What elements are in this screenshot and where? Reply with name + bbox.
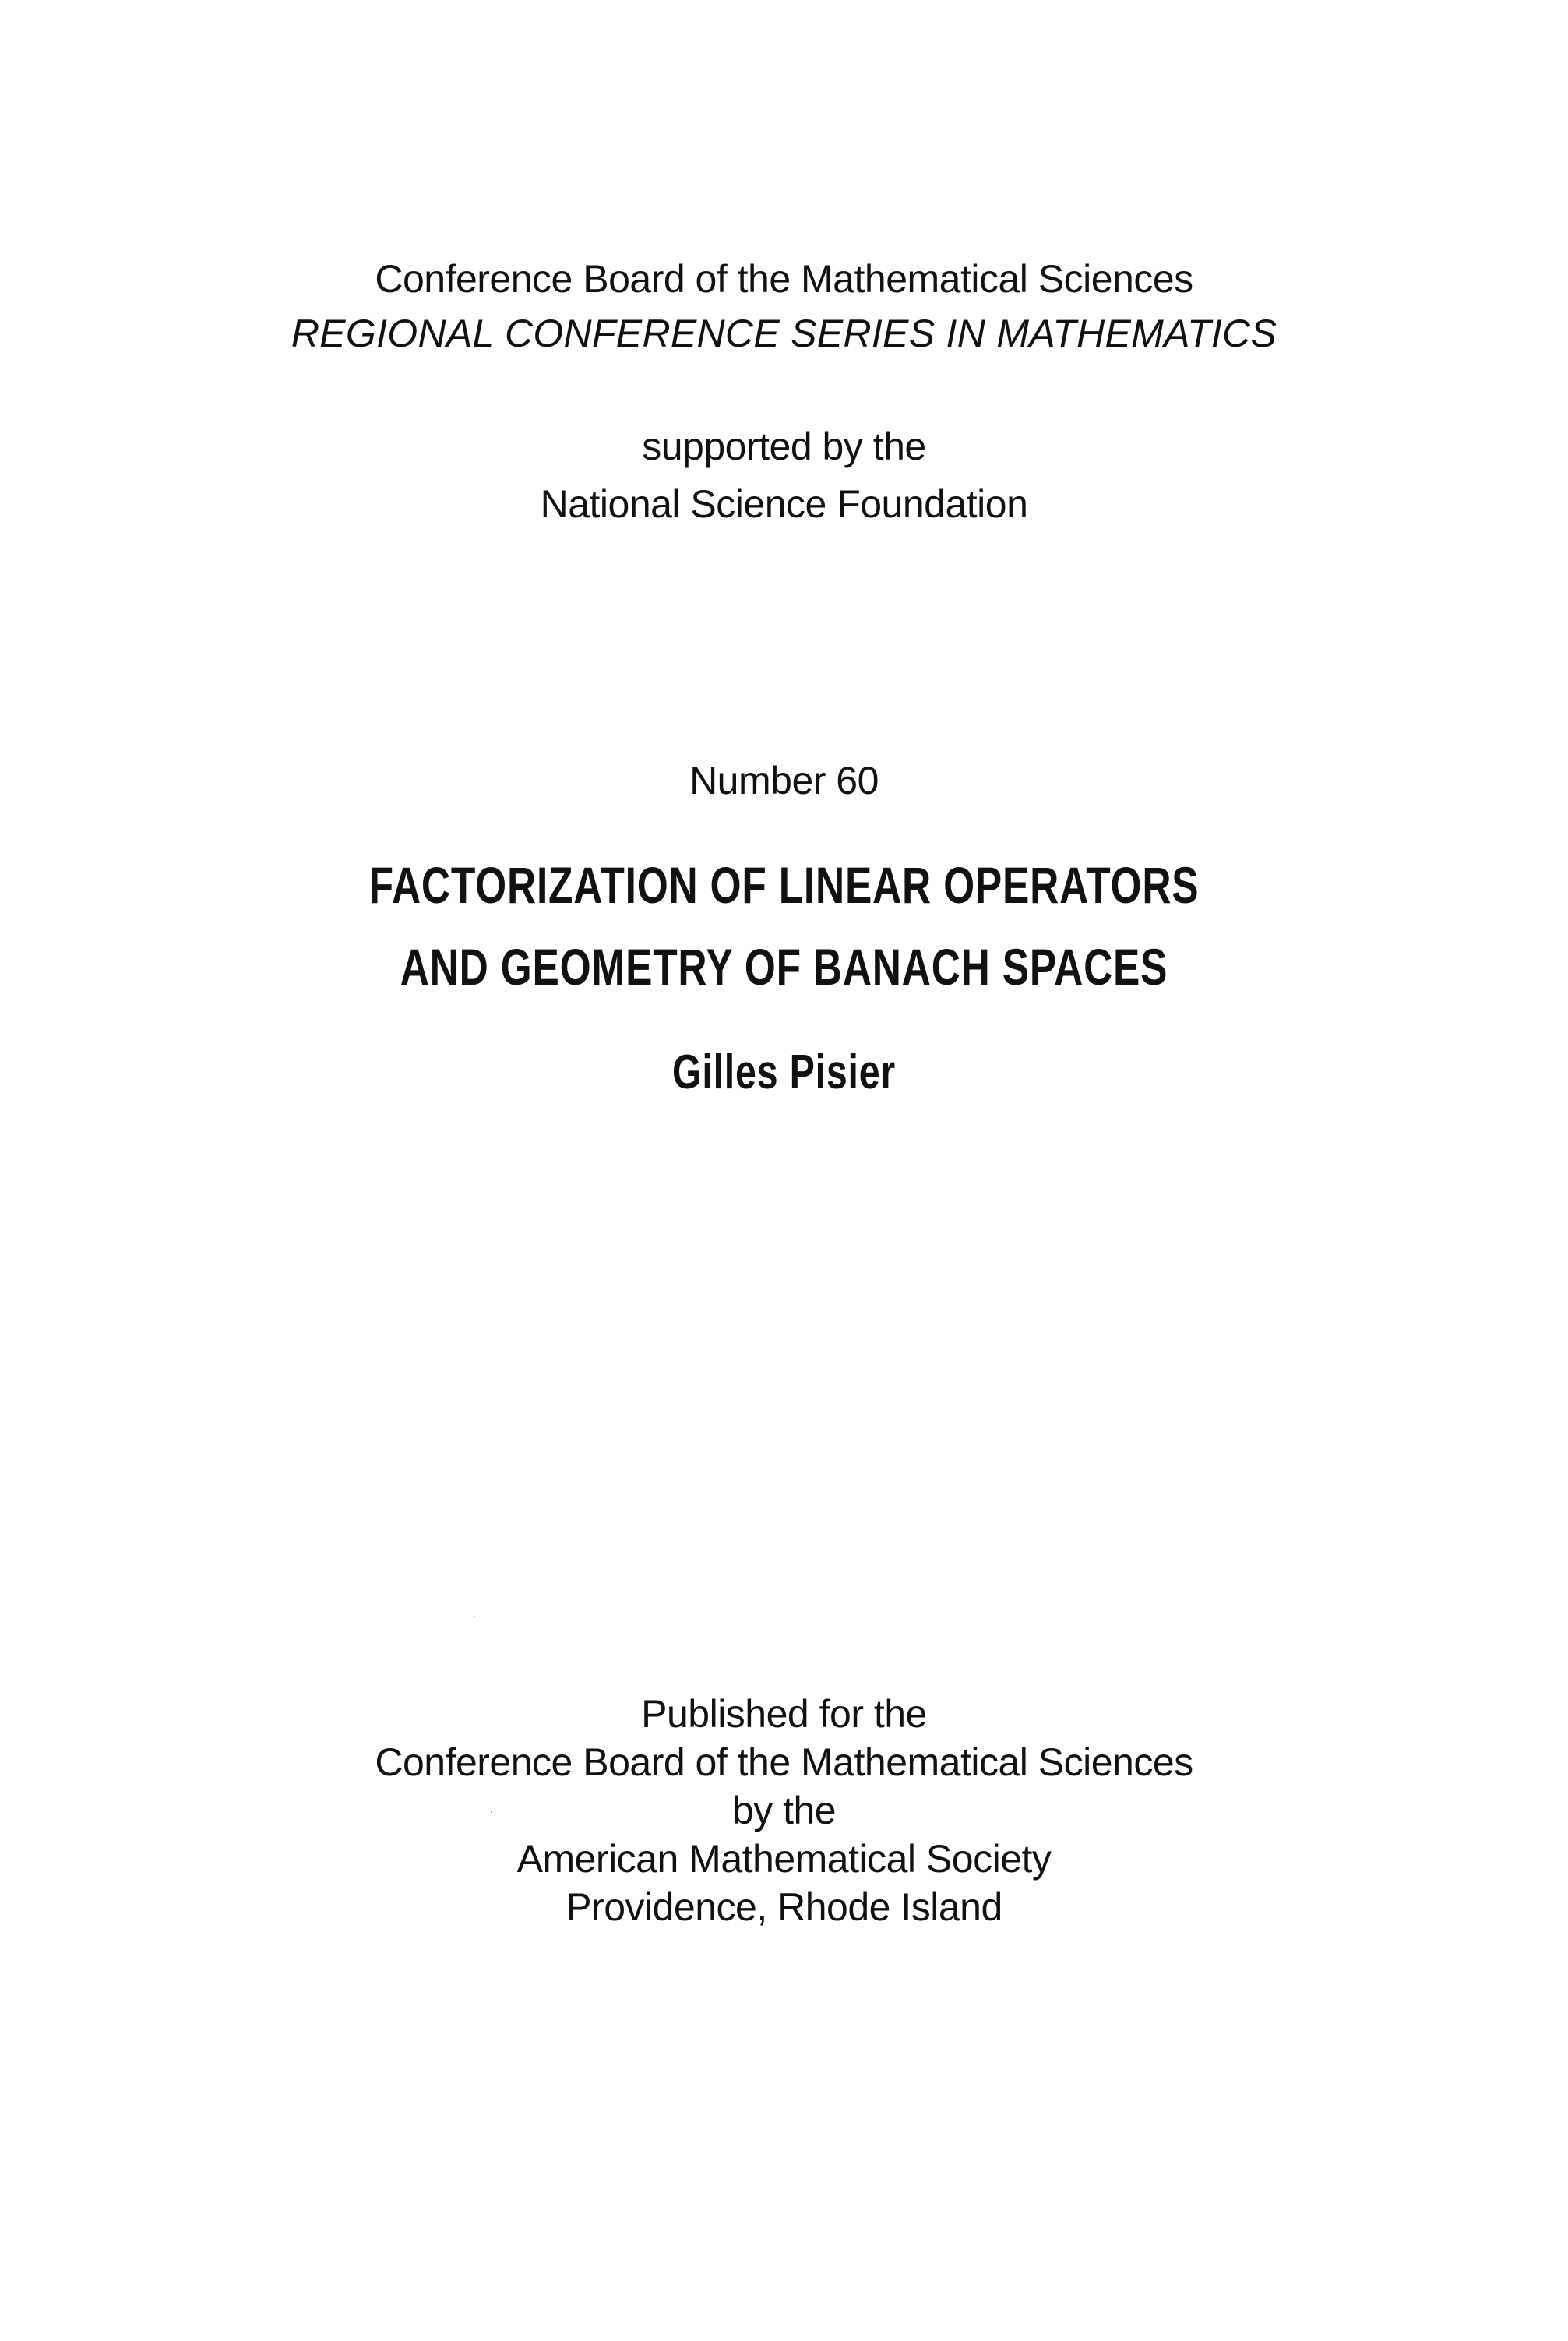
- volume-number: Number 60: [689, 759, 879, 802]
- book-title-line-1: FACTORIZATION OF LINEAR OPERATORS: [368, 856, 1200, 914]
- supported-by-line: supported by the: [642, 425, 926, 468]
- publisher-board-name: Conference Board of the Mathematical Sciences: [375, 1740, 1193, 1784]
- funding-organization: National Science Foundation: [540, 482, 1028, 526]
- conference-board-name: Conference Board of the Mathematical Sciences: [375, 257, 1193, 301]
- print-speck: [491, 1811, 492, 1813]
- by-the-line: by the: [731, 1789, 837, 1832]
- print-speck: [474, 1616, 475, 1617]
- series-name: REGIONAL CONFERENCE SERIES IN MATHEMATICS: [291, 312, 1277, 355]
- author-name: Gilles Pisier: [671, 1045, 897, 1099]
- published-for-line: Published for the: [641, 1692, 927, 1736]
- publisher-location: Providence, Rhode Island: [566, 1885, 1002, 1929]
- publisher-name: American Mathematical Society: [516, 1837, 1052, 1881]
- book-title-line-2: AND GEOMETRY OF BANACH SPACES: [400, 938, 1168, 996]
